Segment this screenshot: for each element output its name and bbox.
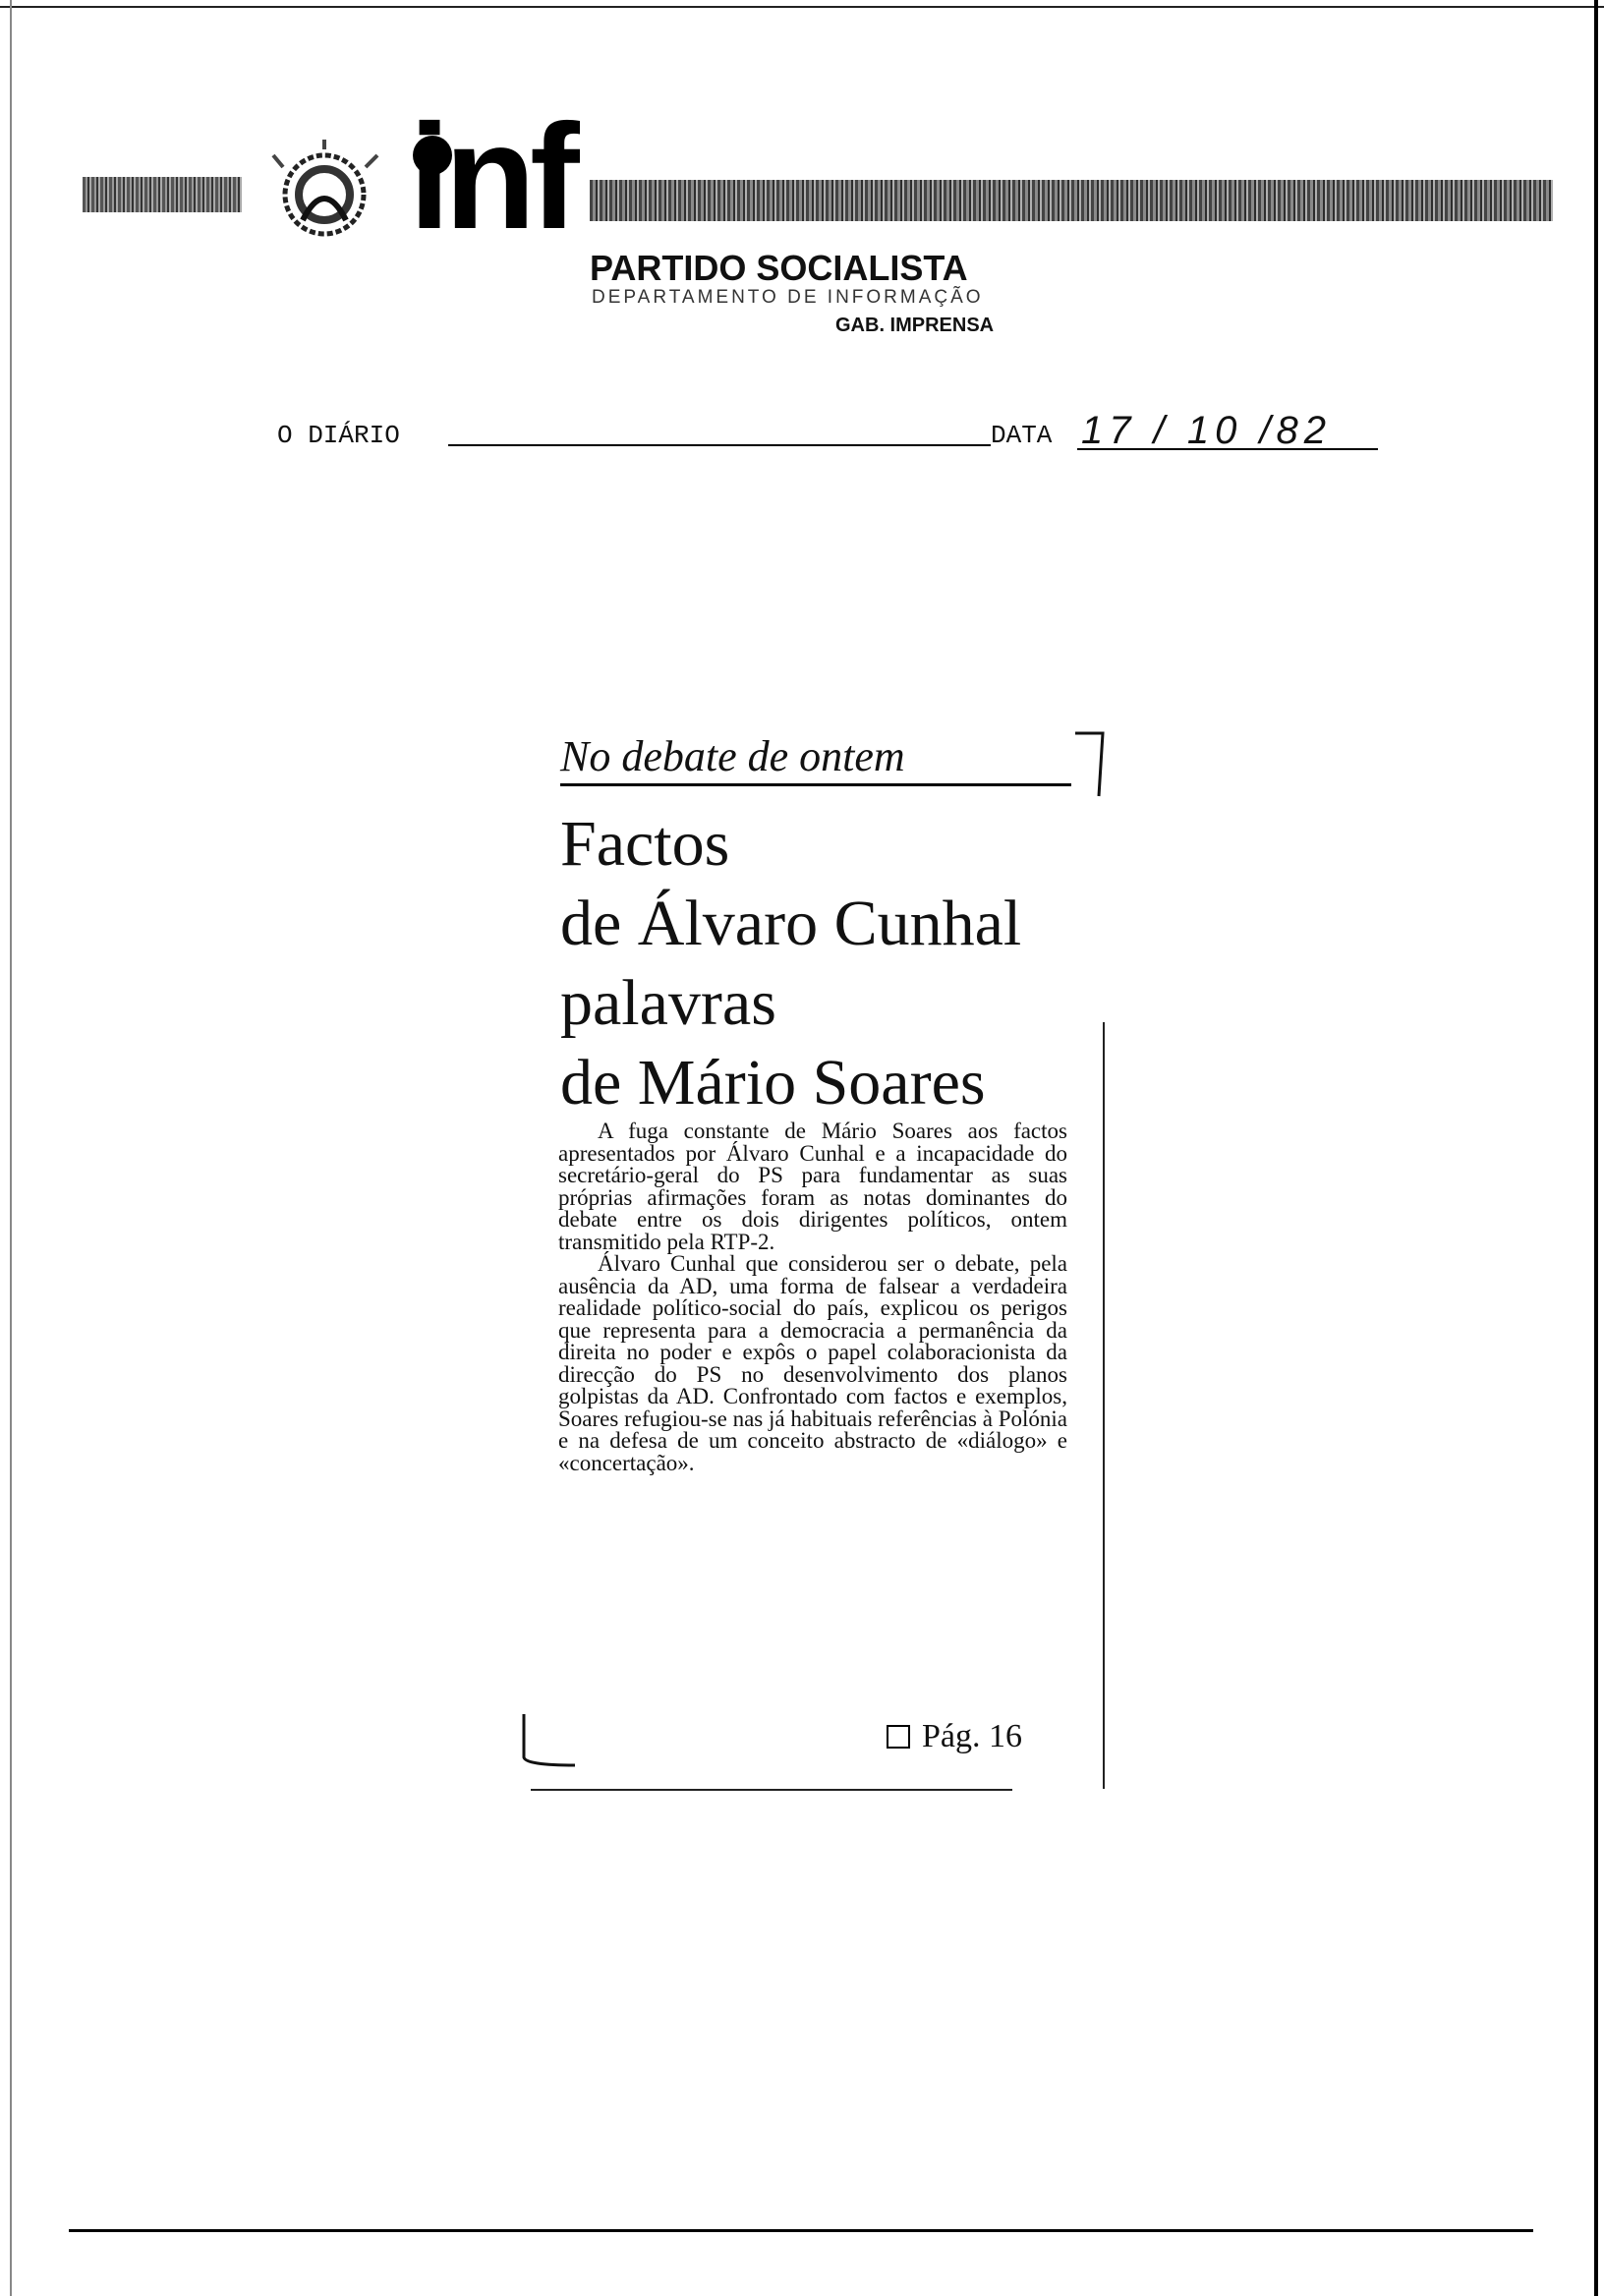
article-headline xyxy=(560,804,1091,1122)
organization-name: PARTIDO SOCIALISTA xyxy=(590,248,968,288)
headline-line: palavras xyxy=(560,967,776,1039)
department-name: DEPARTAMENTO DE INFORMAÇÃO xyxy=(592,287,984,308)
date-label: DATA xyxy=(991,421,1053,450)
source-fill-line xyxy=(448,444,991,446)
page-bottom-rule xyxy=(69,2229,1533,2232)
clipping-right-edge xyxy=(1103,1022,1105,1789)
headline-line: de Álvaro Cunhal xyxy=(560,888,1022,959)
article-body xyxy=(558,1120,1067,1474)
headline-line: de Mário Soares xyxy=(560,1047,986,1119)
party-emblem-icon xyxy=(263,138,391,246)
page-reference xyxy=(887,1718,1022,1755)
clipping-bottom-edge xyxy=(531,1789,1012,1791)
clipping-corner-mark xyxy=(516,1710,595,1769)
logo-text: inf xyxy=(409,93,574,260)
page-right-border xyxy=(1594,0,1598,2296)
article-paragraph: Álvaro Cunhal que considerou ser o debate, pela ausência da AD, uma forma de falsear a verdadeira realidade político-social do país, explicou os perigos que representa para a democracia a permanência da direita no poder e expôs o papel colaboracionista da direcção do PS no desenvolvimento dos planos golpistas da AD. Confrontado com factos e exemplos, Soares refugiou-se nas já habituais referências à Polónia e na defesa de um conceito abstracto de «diálogo» e «concertação». xyxy=(558,1251,1067,1475)
page-left-border xyxy=(10,0,12,2296)
page-reference-text: Pág. 16 xyxy=(922,1718,1022,1754)
header-band-right xyxy=(590,180,1553,221)
page-top-border xyxy=(0,6,1604,8)
headline-line: Factos xyxy=(560,808,730,880)
office-name: GAB. IMPRENSA xyxy=(835,315,995,336)
date-value: 17 / 10 /82 xyxy=(1081,409,1333,452)
clipping-bracket-mark xyxy=(1071,727,1111,806)
source-label: O DIÁRIO xyxy=(277,421,400,450)
checkbox-square-icon xyxy=(887,1725,910,1749)
article-paragraph: A fuga constante de Mário Soares aos factos apresentados por Álvaro Cunhal e a incapacidade do secretário-geral do PS para fundamentar as suas próprias afirmações foram as notas dominantes do debate entre os dois dirigentes políticos, ontem transmitido pela RTP-2. xyxy=(558,1119,1067,1254)
article-kicker: No debate de ontem xyxy=(560,731,1071,786)
header-band-left xyxy=(83,177,242,212)
